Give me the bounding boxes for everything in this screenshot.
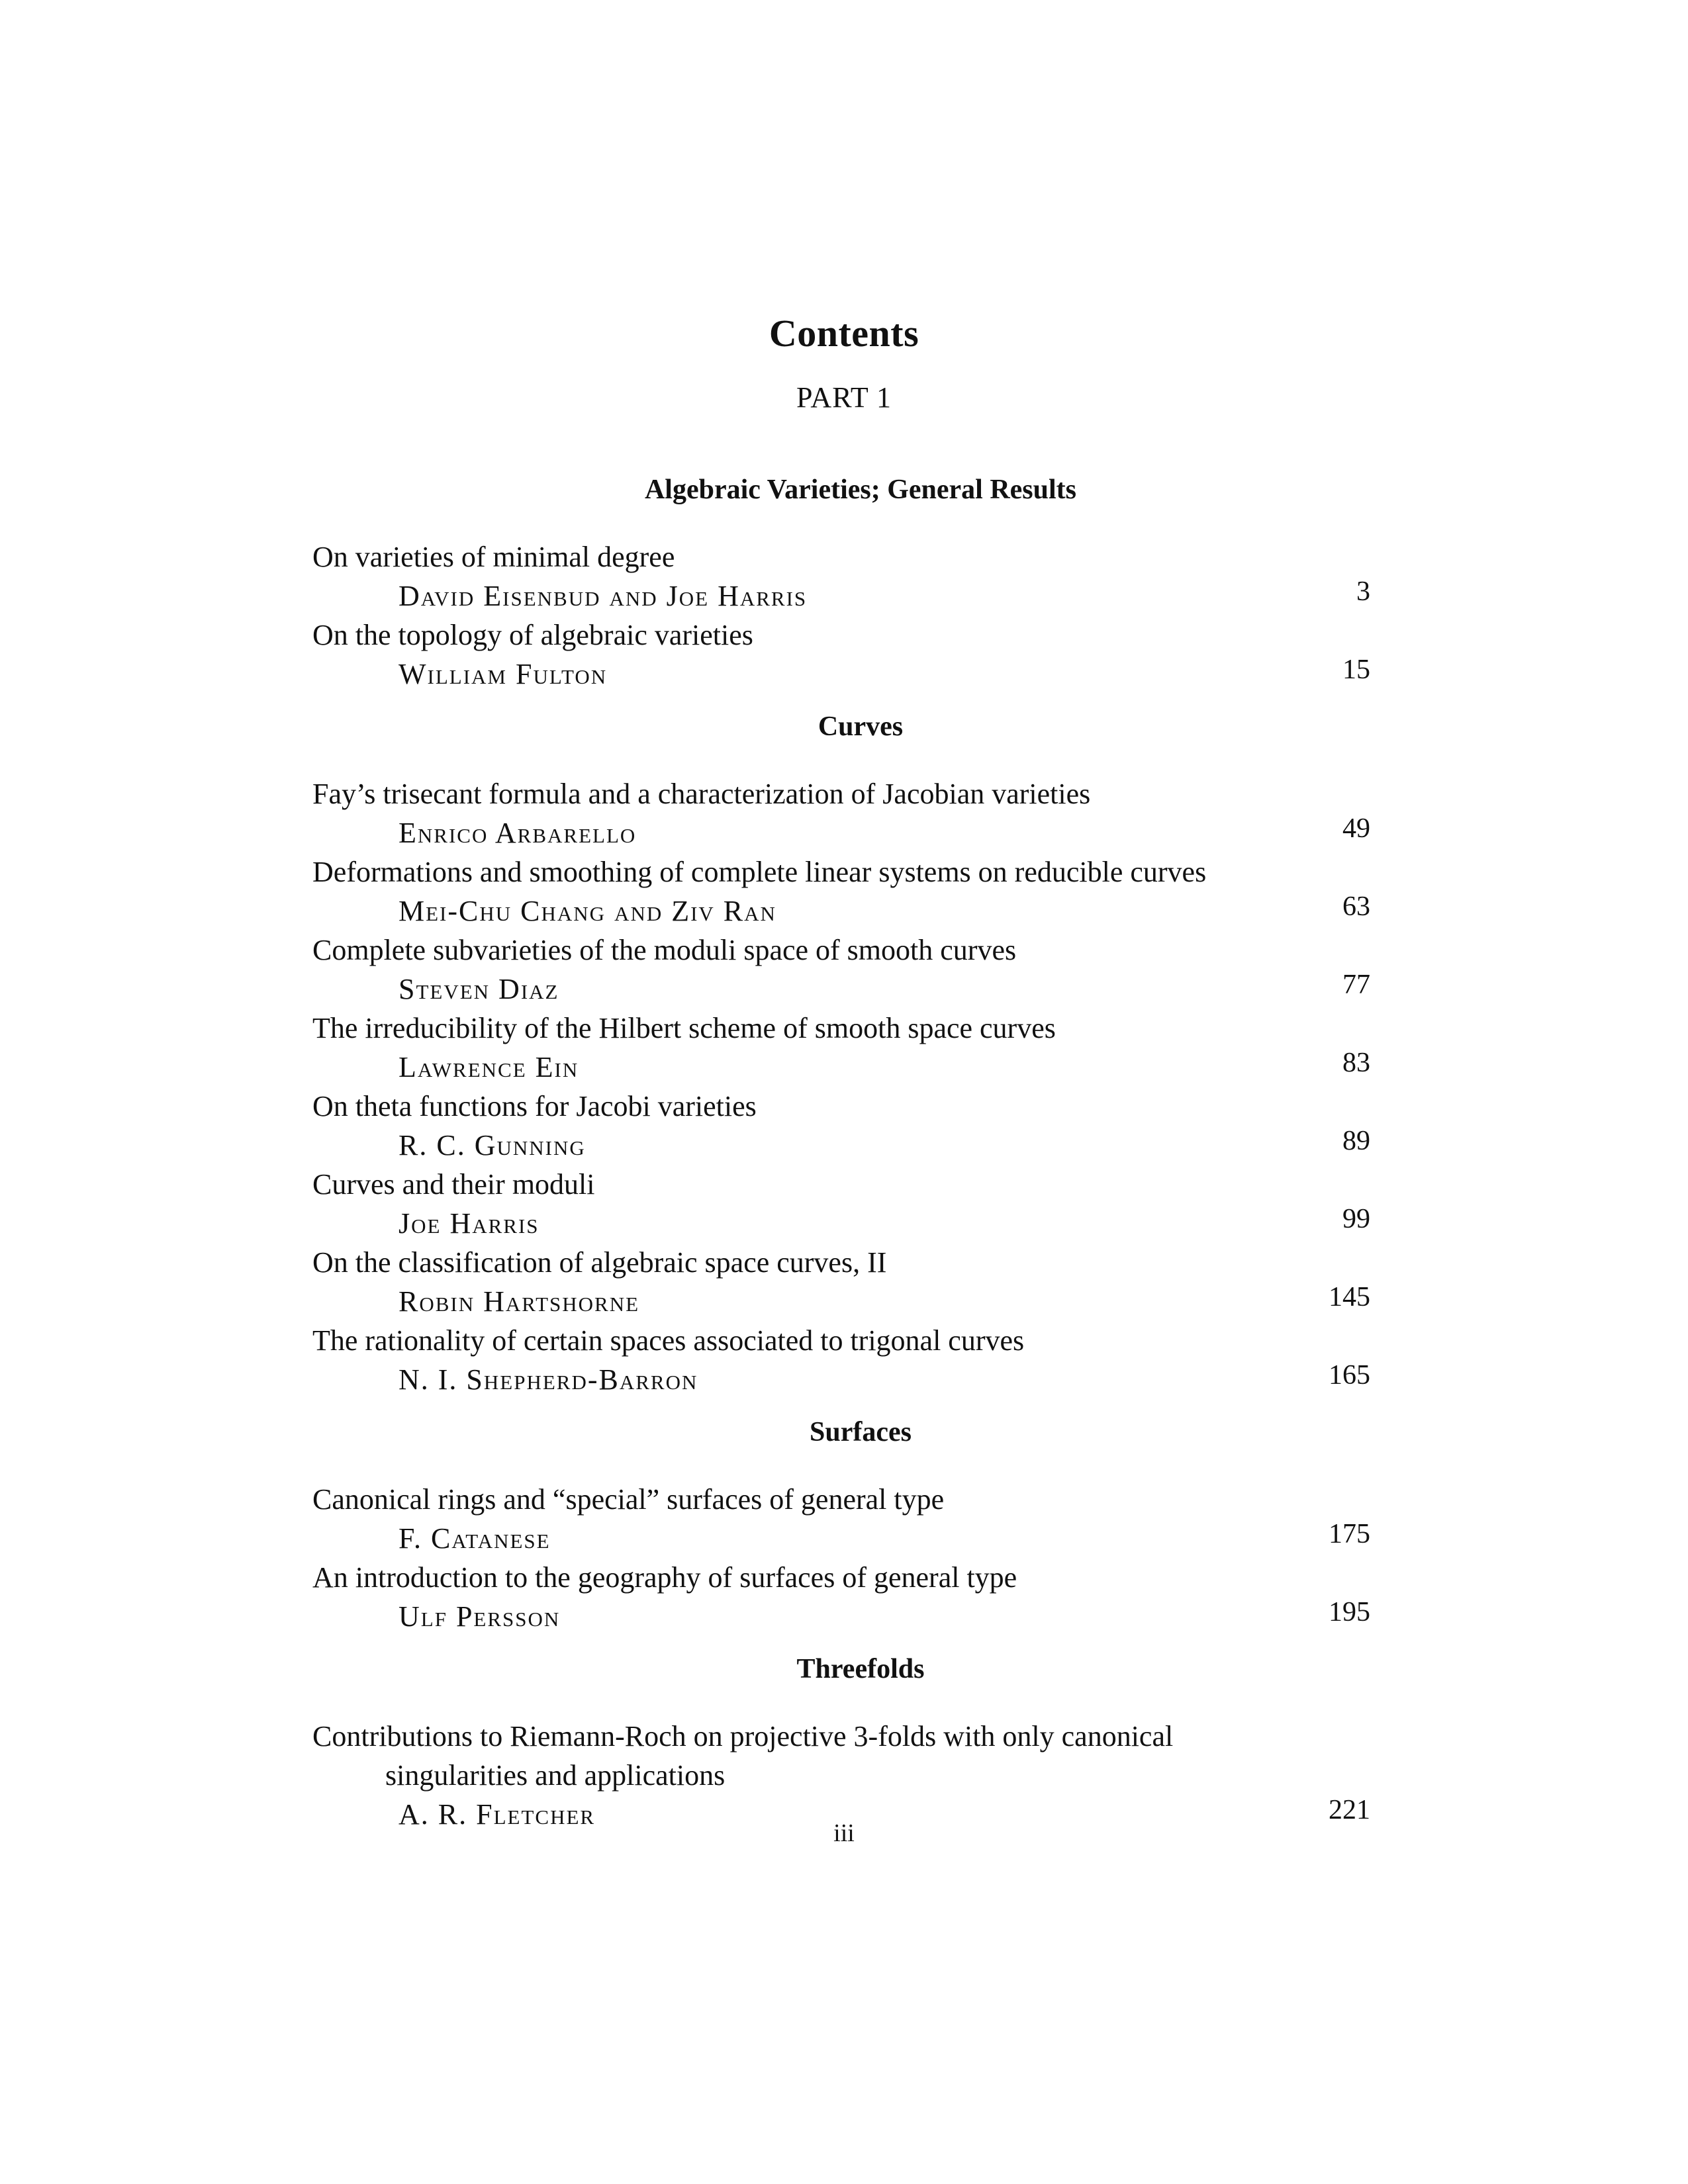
section-heading: Algebraic Varieties; General Results <box>644 475 1077 505</box>
entry-page-number: 49 <box>1342 813 1370 844</box>
page-folio: iii <box>833 1819 855 1847</box>
toc-entry[interactable] <box>311 1558 1370 1636</box>
page-title: Contents <box>769 312 919 355</box>
entry-page-number: 221 <box>1329 1795 1370 1825</box>
entry-author: A. R. Fletcher <box>399 1798 596 1831</box>
toc-section-surfaces <box>311 1411 1370 1636</box>
entry-author: Enrico Arbarello <box>399 817 637 849</box>
toc-entry[interactable] <box>311 1480 1370 1558</box>
entry-title: An introduction to the geography of surfaces of general type <box>312 1561 1017 1594</box>
entry-author: Robin Hartshorne <box>399 1285 640 1318</box>
entry-page-number: 63 <box>1342 891 1370 922</box>
part-label: PART 1 <box>796 381 892 414</box>
toc-entry[interactable] <box>311 1087 1370 1165</box>
toc-entry[interactable] <box>311 1165 1370 1243</box>
entry-title: On theta functions for Jacobi varieties <box>312 1090 757 1122</box>
toc-entry[interactable] <box>311 1243 1370 1321</box>
entry-page-number: 165 <box>1329 1360 1370 1390</box>
entry-page-number: 3 <box>1356 576 1370 607</box>
toc-section-threefolds <box>311 1648 1370 1834</box>
entry-title: The rationality of certain spaces associated to trigonal curves <box>312 1324 1025 1357</box>
table-of-contents <box>311 469 1370 1834</box>
entry-author: R. C. Gunning <box>399 1129 586 1161</box>
entry-page-number: 195 <box>1329 1597 1370 1627</box>
entry-title: On the topology of algebraic varieties <box>312 619 753 651</box>
entry-title: Complete subvarieties of the moduli space of smooth curves <box>312 934 1017 966</box>
entry-title: On varieties of minimal degree <box>312 541 675 573</box>
toc-entry[interactable] <box>311 615 1370 694</box>
entry-author: Mei-Chu Chang and Ziv Ran <box>399 895 776 927</box>
toc-entry[interactable] <box>311 1009 1370 1087</box>
entry-title <box>311 1717 1370 1795</box>
toc-section-curves <box>311 705 1370 1399</box>
section-heading: Threefolds <box>796 1654 925 1684</box>
toc-entry[interactable] <box>311 1717 1370 1834</box>
entry-title: Curves and their moduli <box>312 1168 595 1201</box>
entry-title: On the classification of algebraic space curves, II <box>312 1246 887 1279</box>
entry-author: David Eisenbud and Joe Harris <box>399 580 808 612</box>
entry-title: Deformations and smoothing of complete linear systems on reducible curves <box>312 856 1207 888</box>
toc-entry[interactable] <box>311 537 1370 615</box>
section-heading: Curves <box>818 711 904 742</box>
entry-author: N. I. Shepherd-Barron <box>399 1363 698 1396</box>
entry-title-line: Contributions to Riemann-Roch on projective 3-folds with only canonical <box>312 1720 1174 1752</box>
entry-page-number: 145 <box>1329 1282 1370 1312</box>
entry-page-number: 175 <box>1329 1519 1370 1549</box>
entry-title: Canonical rings and “special” surfaces of general type <box>312 1483 945 1516</box>
entry-page-number: 15 <box>1342 655 1370 685</box>
toc-section-algebraic-varieties <box>311 469 1370 694</box>
entry-page-number: 99 <box>1342 1204 1370 1234</box>
entry-page-number: 83 <box>1342 1048 1370 1078</box>
entry-page-number: 77 <box>1342 970 1370 1000</box>
toc-entry[interactable] <box>311 931 1370 1009</box>
entry-title-continuation: singularities and applications <box>385 1759 726 1792</box>
entry-title: Fay’s trisecant formula and a characterization of Jacobian varieties <box>312 778 1091 810</box>
section-heading: Surfaces <box>810 1417 912 1447</box>
entry-author: William Fulton <box>399 658 608 690</box>
entry-author: Lawrence Ein <box>399 1051 579 1083</box>
toc-entry[interactable] <box>311 1321 1370 1399</box>
entry-title: The irreducibility of the Hilbert scheme of smooth space curves <box>312 1012 1056 1044</box>
entry-author: Ulf Persson <box>399 1600 561 1633</box>
entry-author: F. Catanese <box>399 1522 551 1555</box>
toc-entry[interactable] <box>311 774 1370 852</box>
entry-page-number: 89 <box>1342 1126 1370 1156</box>
toc-entry[interactable] <box>311 852 1370 931</box>
entry-author: Steven Diaz <box>399 973 559 1005</box>
entry-author: Joe Harris <box>399 1207 539 1240</box>
